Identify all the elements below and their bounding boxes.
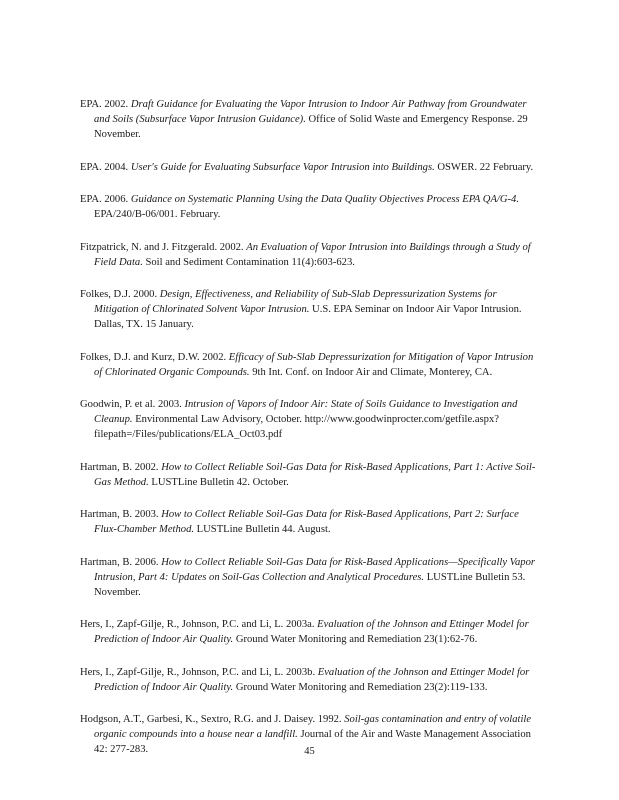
reference-authors: Folkes, D.J. and Kurz, D.W. 2002.	[80, 351, 229, 363]
reference-title: How to Collect Reliable Soil-Gas Data for Risk-Based Applications—Specifically Vapor Intrusion, Part 4: Updates on Soil-Gas Collection and Analytical Procedures.	[94, 556, 535, 583]
reference-title: User's Guide for Evaluating Subsurface Vapor Intrusion into Buildings.	[130, 161, 435, 173]
reference-source: LUSTLine Bulletin 42. October.	[148, 476, 289, 488]
reference-authors: EPA. 2004.	[80, 161, 131, 173]
reference-entry	[80, 240, 540, 270]
reference-list	[80, 97, 540, 775]
reference-source: U.S. EPA Seminar on Indoor Air Vapor Intrusion. Dallas, TX. 15 January.	[94, 304, 522, 330]
reference-entry	[80, 555, 540, 600]
reference-title: Evaluation of the Johnson and Ettinger Model for Prediction of Indoor Air Quality.	[94, 666, 530, 693]
reference-title: How to Collect Reliable Soil-Gas Data for Risk-Based Applications, Part 2: Surface Flux-Chamber Method.	[94, 509, 519, 535]
reference-entry	[80, 350, 540, 380]
reference-entry	[80, 397, 540, 442]
reference-entry	[80, 617, 540, 647]
reference-source: 9th Int. Conf. on Indoor Air and Climate, Monterey, CA.	[249, 366, 493, 378]
reference-source: Journal of the Air and Waste Management Association 42: 277-283.	[94, 729, 531, 755]
reference-entry	[80, 460, 540, 490]
reference-title: Intrusion of Vapors of Indoor Air: State of Soils Guidance to Investigation and Cleanup.	[94, 399, 518, 425]
reference-title: Draft Guidance for Evaluating the Vapor Intrusion to Indoor Air Pathway from Groundwater and Soils (Subsurface Vapor Intrusion Guidance).	[94, 99, 527, 125]
reference-authors: Hartman, B. 2003.	[80, 509, 162, 520]
reference-source: EPA/240/B-06/001. February.	[94, 209, 221, 220]
reference-authors: Hartman, B. 2006.	[80, 556, 162, 568]
reference-entry	[80, 192, 540, 222]
reference-authors: Hers, I., Zapf-Gilje, R., Johnson, P.C. and Li, L. 2003b.	[80, 666, 318, 678]
reference-authors: EPA. 2006.	[80, 194, 131, 205]
reference-title: An Evaluation of Vapor Intrusion into Buildings through a Study of Field Data.	[94, 241, 531, 268]
reference-title: Guidance on Systematic Planning Using the Data Quality Objectives Process EPA QA/G-4.	[130, 194, 519, 205]
reference-source: Soil and Sediment Contamination 11(4):603-623.	[142, 256, 355, 268]
reference-authors: Hodgson, A.T., Garbesi, K., Sextro, R.G. and J. Daisey. 1992.	[80, 714, 345, 725]
reference-title: Soil-gas contamination and entry of volatile organic compounds into a house near a landfill.	[94, 714, 532, 740]
reference-entry	[80, 287, 540, 332]
reference-entry	[80, 97, 540, 142]
reference-authors: Hartman, B. 2002.	[80, 461, 162, 473]
reference-source: Ground Water Monitoring and Remediation 23(2):119-133.	[233, 681, 488, 693]
reference-source: LUSTLine Bulletin 53. November.	[94, 571, 526, 598]
reference-source: OSWER. 22 February.	[434, 161, 534, 173]
reference-source: Environmental Law Advisory, October. http://www.goodwinprocter.com/getfile.aspx?filepath=/Files/publications/ELA_Oct03.pdf	[94, 414, 499, 440]
reference-authors: Folkes, D.J. 2000.	[80, 289, 160, 300]
reference-entry	[80, 665, 540, 695]
reference-entry	[80, 507, 540, 537]
reference-title: Design, Effectiveness, and Reliability of Sub-Slab Depressurization Systems for Mitigation of Chlorinated Solvent Vapor Intrusion.	[94, 289, 497, 315]
reference-title: Efficacy of Sub-Slab Depressurization for Mitigation of Vapor Intrusion of Chlorinated Organic Compounds.	[94, 351, 534, 378]
reference-source: Ground Water Monitoring and Remediation 23(1):62-76.	[233, 634, 478, 645]
reference-authors: EPA. 2002.	[80, 99, 131, 110]
reference-title: Evaluation of the Johnson and Ettinger Model for Prediction of Indoor Air Quality.	[94, 619, 529, 645]
reference-source: LUSTLine Bulletin 44. August.	[194, 524, 331, 535]
reference-authors: Hers, I., Zapf-Gilje, R., Johnson, P.C. and Li, L. 2003a.	[80, 619, 318, 630]
reference-title: How to Collect Reliable Soil-Gas Data for Risk-Based Applications, Part 1: Active Soil-Gas Method.	[94, 461, 536, 488]
reference-source: Office of Solid Waste and Emergency Response. 29 November.	[94, 114, 528, 140]
page-number: 45	[304, 746, 315, 757]
reference-authors: Fitzpatrick, N. and J. Fitzgerald. 2002.	[80, 241, 247, 253]
reference-entry	[80, 160, 540, 175]
reference-authors: Goodwin, P. et al. 2003.	[80, 399, 185, 410]
